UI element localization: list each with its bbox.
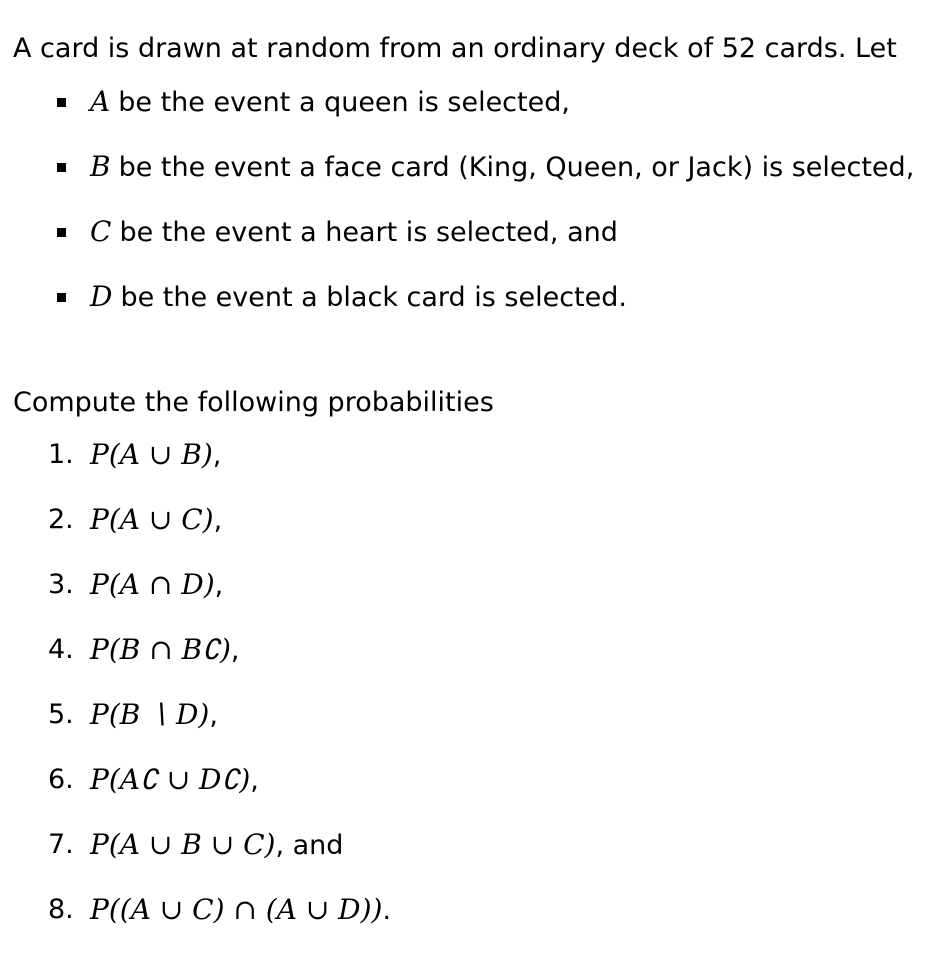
- problem-number: 2.: [48, 504, 74, 535]
- problem-number: 3.: [48, 569, 74, 600]
- problem-number: 1.: [48, 439, 74, 470]
- expression-suffix: ,: [230, 635, 240, 666]
- probability-expression: [90, 632, 240, 669]
- event-symbol: A: [90, 85, 111, 118]
- expression-suffix: ,: [214, 570, 224, 601]
- event-symbol: B: [90, 150, 111, 183]
- expression-text: P((A ∪ C) ∩ (A ∪ D)): [90, 893, 383, 926]
- expression-text: P(A ∪ B): [90, 438, 213, 471]
- event-definition-text: [90, 214, 618, 251]
- probability-expression: [90, 437, 221, 474]
- expression-text: P(B ∩ B∁): [90, 633, 231, 666]
- probabilities-heading: Compute the following probabilities: [13, 387, 494, 418]
- probability-expression: [90, 697, 218, 734]
- expression-suffix: ,: [250, 765, 259, 796]
- probability-expression: [90, 567, 223, 604]
- event-definition-text: [90, 84, 570, 121]
- event-symbol: C: [90, 215, 112, 248]
- event-description: be the event a heart is selected, and: [119, 217, 618, 248]
- event-description: be the event a face card (King, Queen, or Jack) is selected,: [118, 152, 915, 183]
- event-symbol: D: [90, 280, 113, 313]
- bullet-icon: [57, 293, 66, 302]
- expression-text: P(A ∪ C): [90, 503, 214, 536]
- bullet-icon: [57, 163, 66, 172]
- expression-suffix: ,: [213, 505, 223, 536]
- probability-expression: [90, 502, 222, 539]
- expression-text: P(A ∪ B ∪ C): [90, 828, 276, 861]
- expression-suffix: ,: [209, 700, 218, 731]
- problem-number: 5.: [48, 699, 74, 730]
- problem-number: 4.: [48, 634, 74, 665]
- expression-text: P(B ∖ D): [90, 698, 210, 731]
- problem-number: 8.: [48, 894, 74, 925]
- bullet-icon: [57, 98, 66, 107]
- problem-number: 7.: [48, 829, 74, 860]
- expression-suffix: , and: [275, 830, 344, 861]
- problem-number: 6.: [48, 764, 74, 795]
- expression-text: P(A ∩ D): [90, 568, 215, 601]
- probability-expression: [90, 762, 259, 799]
- probability-expression: [90, 892, 391, 929]
- event-definition-text: [90, 279, 627, 316]
- expression-text: P(A∁ ∪ D∁): [90, 763, 251, 796]
- event-description: be the event a black card is selected.: [120, 282, 627, 313]
- event-definition-text: [90, 149, 914, 186]
- event-description: be the event a queen is selected,: [118, 87, 570, 118]
- bullet-icon: [57, 228, 66, 237]
- expression-suffix: .: [382, 895, 392, 926]
- problem-intro: A card is drawn at random from an ordinary deck of 52 cards. Let: [13, 33, 897, 64]
- probability-expression: [90, 827, 343, 864]
- expression-suffix: ,: [212, 440, 222, 471]
